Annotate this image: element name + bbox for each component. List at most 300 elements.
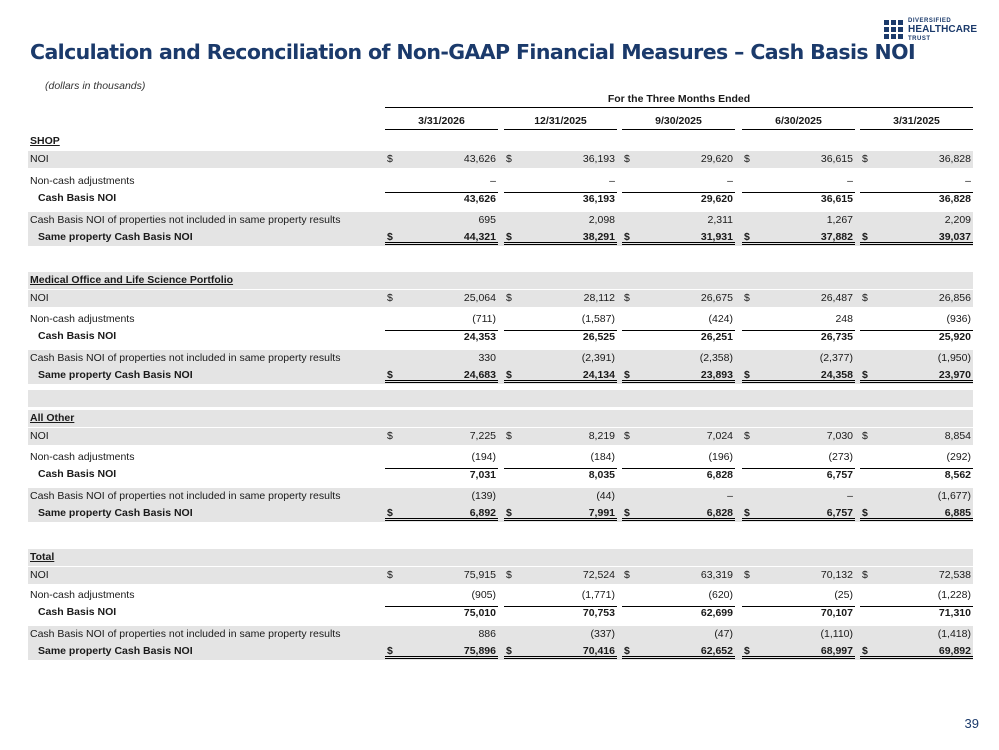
value-cell xyxy=(504,589,617,603)
value-cell xyxy=(504,369,617,383)
value-cell xyxy=(385,292,498,306)
value-cell xyxy=(742,468,855,482)
column-header-rule xyxy=(385,129,498,130)
value-text: 8,562 xyxy=(944,469,971,481)
value-text: 6,757 xyxy=(826,469,853,481)
value-cell xyxy=(385,214,498,228)
value-text: 36,828 xyxy=(938,193,971,205)
value-text: (936) xyxy=(946,313,971,325)
value-text: 2,098 xyxy=(588,214,615,226)
currency-symbol: $ xyxy=(387,645,393,657)
period-header-rule xyxy=(385,107,973,108)
value-text: 26,675 xyxy=(700,292,733,304)
value-cell xyxy=(622,628,735,642)
column-header-rule xyxy=(742,129,855,130)
value-cell xyxy=(385,430,498,444)
value-cell xyxy=(504,214,617,228)
value-cell xyxy=(385,313,498,327)
column-header-rule xyxy=(504,129,617,130)
row-label: Non-cash adjustments xyxy=(30,175,135,187)
value-text: – xyxy=(490,175,496,187)
value-cell xyxy=(860,468,973,482)
value-cell xyxy=(504,330,617,344)
row-label: Cash Basis NOI xyxy=(38,330,117,342)
value-cell xyxy=(622,451,735,465)
value-cell xyxy=(385,352,498,366)
row-label: Non-cash adjustments xyxy=(30,589,135,601)
column-header: 6/30/2025 xyxy=(775,115,822,127)
value-text: 6,828 xyxy=(706,469,733,481)
value-text: 6,885 xyxy=(944,507,971,519)
value-text: 36,193 xyxy=(582,193,615,205)
page-title: Calculation and Reconciliation of Non-GAAP Financial Measures – Cash Basis NOI xyxy=(30,40,915,64)
currency-symbol: $ xyxy=(862,507,868,519)
value-cell xyxy=(742,153,855,167)
value-cell xyxy=(622,313,735,327)
value-cell xyxy=(860,175,973,189)
table-row xyxy=(28,311,973,328)
currency-symbol: $ xyxy=(387,507,393,519)
column-header: 9/30/2025 xyxy=(655,115,702,127)
value-cell xyxy=(742,292,855,306)
table-row xyxy=(28,626,973,643)
currency-symbol: $ xyxy=(506,507,512,519)
table-row xyxy=(28,173,973,190)
value-text: 1,267 xyxy=(826,214,853,226)
currency-symbol: $ xyxy=(624,369,630,381)
value-text: (1,418) xyxy=(937,628,971,640)
value-cell xyxy=(504,628,617,642)
value-text: (47) xyxy=(714,628,733,640)
value-cell xyxy=(504,313,617,327)
row-label: NOI xyxy=(30,430,49,442)
value-text: – xyxy=(847,175,853,187)
value-text: – xyxy=(847,490,853,502)
value-text: 43,626 xyxy=(463,153,496,165)
value-cell xyxy=(622,330,735,344)
column-header: 3/31/2026 xyxy=(418,115,465,127)
table-row xyxy=(28,604,973,621)
value-cell xyxy=(385,369,498,383)
value-text: (139) xyxy=(471,490,496,502)
currency-symbol: $ xyxy=(506,153,512,165)
currency-symbol: $ xyxy=(624,507,630,519)
column-header: 3/31/2025 xyxy=(893,115,940,127)
currency-symbol: $ xyxy=(506,430,512,442)
currency-symbol: $ xyxy=(862,292,868,304)
value-cell xyxy=(385,628,498,642)
value-cell xyxy=(504,606,617,620)
value-cell xyxy=(742,175,855,189)
value-cell xyxy=(385,569,498,583)
section-title: Total xyxy=(30,551,55,563)
table-row xyxy=(28,151,973,168)
value-cell xyxy=(622,645,735,659)
value-cell xyxy=(742,490,855,504)
value-cell xyxy=(504,175,617,189)
currency-symbol: $ xyxy=(862,369,868,381)
value-text: 43,626 xyxy=(463,193,496,205)
value-text: 25,920 xyxy=(938,331,971,343)
currency-symbol: $ xyxy=(744,153,750,165)
value-cell xyxy=(742,330,855,344)
currency-symbol: $ xyxy=(862,645,868,657)
table-row xyxy=(28,466,973,483)
page-subtitle: (dollars in thousands) xyxy=(45,80,146,92)
value-text: 26,487 xyxy=(820,292,853,304)
value-cell xyxy=(860,313,973,327)
value-cell xyxy=(385,451,498,465)
currency-symbol: $ xyxy=(387,430,393,442)
value-text: 2,209 xyxy=(944,214,971,226)
row-label: Same property Cash Basis NOI xyxy=(38,507,193,519)
currency-symbol: $ xyxy=(387,569,393,581)
table-row xyxy=(28,567,973,584)
currency-symbol: $ xyxy=(744,645,750,657)
value-text: 7,991 xyxy=(588,507,615,519)
value-cell xyxy=(504,645,617,659)
row-label: Cash Basis NOI of properties not included in same property results xyxy=(30,352,341,364)
value-text: (1,228) xyxy=(937,589,971,601)
value-cell xyxy=(385,645,498,659)
section-header-row xyxy=(28,272,973,289)
row-label: Cash Basis NOI of properties not included in same property results xyxy=(30,490,341,502)
value-text: 23,970 xyxy=(938,369,971,381)
spacer-row xyxy=(28,390,973,407)
currency-symbol: $ xyxy=(862,231,868,243)
value-text: 68,997 xyxy=(820,645,853,657)
row-label: Cash Basis NOI of properties not included in same property results xyxy=(30,214,341,226)
value-text: (1,110) xyxy=(820,628,853,640)
row-label: NOI xyxy=(30,153,49,165)
value-text: 29,620 xyxy=(700,193,733,205)
value-text: 7,225 xyxy=(469,430,496,442)
period-header: For the Three Months Ended xyxy=(607,93,751,105)
table-row xyxy=(28,505,973,522)
table-row xyxy=(28,449,973,466)
value-text: 248 xyxy=(835,313,853,325)
value-text: 36,828 xyxy=(938,153,971,165)
currency-symbol: $ xyxy=(744,369,750,381)
value-cell xyxy=(385,330,498,344)
value-text: (25) xyxy=(834,589,853,601)
value-text: (273) xyxy=(828,451,853,463)
table-row xyxy=(28,328,973,345)
value-text: 6,828 xyxy=(706,507,733,519)
value-cell xyxy=(622,352,735,366)
company-logo xyxy=(884,18,984,46)
table-row xyxy=(28,212,973,229)
value-cell xyxy=(622,214,735,228)
value-text: (2,377) xyxy=(819,352,853,364)
value-text: (711) xyxy=(472,313,496,325)
value-cell xyxy=(504,468,617,482)
section-header-row xyxy=(28,133,973,150)
column-header-rule xyxy=(860,129,973,130)
section-header-row xyxy=(28,410,973,427)
currency-symbol: $ xyxy=(624,292,630,304)
table-row xyxy=(28,367,973,384)
value-text: 26,856 xyxy=(938,292,971,304)
currency-symbol: $ xyxy=(744,292,750,304)
value-text: 24,134 xyxy=(582,369,615,381)
value-text: (905) xyxy=(471,589,496,601)
currency-symbol: $ xyxy=(506,569,512,581)
value-cell xyxy=(504,153,617,167)
value-text: 37,882 xyxy=(820,231,853,243)
table-row xyxy=(28,488,973,505)
value-text: 72,538 xyxy=(938,569,971,581)
value-text: 63,319 xyxy=(700,569,733,581)
value-text: 28,112 xyxy=(583,292,615,304)
row-label: Non-cash adjustments xyxy=(30,451,135,463)
column-header: 12/31/2025 xyxy=(534,115,587,127)
value-text: 29,620 xyxy=(700,153,733,165)
value-text: 36,193 xyxy=(582,153,615,165)
currency-symbol: $ xyxy=(506,292,512,304)
value-cell xyxy=(622,569,735,583)
value-text: 8,854 xyxy=(944,430,971,442)
value-text: 71,310 xyxy=(938,607,971,619)
value-cell xyxy=(860,606,973,620)
value-text: 39,037 xyxy=(938,231,971,243)
value-cell xyxy=(860,192,973,206)
value-cell xyxy=(622,192,735,206)
value-cell xyxy=(742,606,855,620)
page-number: 39 xyxy=(964,716,979,731)
currency-symbol: $ xyxy=(744,430,750,442)
value-text: 72,524 xyxy=(582,569,615,581)
currency-symbol: $ xyxy=(862,153,868,165)
value-text: 24,683 xyxy=(463,369,496,381)
value-text: (1,587) xyxy=(581,313,615,325)
value-cell xyxy=(860,589,973,603)
value-text: 7,024 xyxy=(706,430,733,442)
value-text: 26,735 xyxy=(820,331,853,343)
value-cell xyxy=(860,231,973,245)
value-cell xyxy=(385,468,498,482)
logo-text-line1: DIVERSIFIED xyxy=(908,18,952,24)
value-cell xyxy=(385,490,498,504)
logo-text-line3: TRUST xyxy=(908,36,931,42)
row-label: Cash Basis NOI xyxy=(38,606,117,618)
table-row xyxy=(28,190,973,207)
value-cell xyxy=(742,369,855,383)
value-cell xyxy=(504,192,617,206)
value-text: (2,358) xyxy=(699,352,733,364)
value-text: (1,677) xyxy=(937,490,971,502)
value-text: – xyxy=(609,175,615,187)
value-cell xyxy=(860,214,973,228)
value-text: – xyxy=(727,490,733,502)
table-row xyxy=(28,587,973,604)
value-cell xyxy=(860,430,973,444)
currency-symbol: $ xyxy=(387,231,393,243)
value-cell xyxy=(622,153,735,167)
currency-symbol: $ xyxy=(744,231,750,243)
value-cell xyxy=(622,490,735,504)
value-text: 62,652 xyxy=(700,645,733,657)
value-cell xyxy=(622,369,735,383)
table-row xyxy=(28,290,973,307)
value-cell xyxy=(860,451,973,465)
row-label: NOI xyxy=(30,569,49,581)
value-cell xyxy=(504,292,617,306)
value-text: – xyxy=(727,175,733,187)
value-cell xyxy=(385,589,498,603)
value-text: 26,525 xyxy=(582,331,615,343)
value-cell xyxy=(385,175,498,189)
value-text: 6,892 xyxy=(469,507,496,519)
value-text: 330 xyxy=(478,352,496,364)
value-cell xyxy=(622,468,735,482)
table-row xyxy=(28,428,973,445)
value-text: (2,391) xyxy=(581,352,615,364)
value-text: 70,107 xyxy=(820,607,853,619)
value-text: (337) xyxy=(590,628,615,640)
value-text: 75,915 xyxy=(463,569,496,581)
currency-symbol: $ xyxy=(624,430,630,442)
currency-symbol: $ xyxy=(624,569,630,581)
value-text: – xyxy=(965,175,971,187)
value-cell xyxy=(742,451,855,465)
value-cell xyxy=(622,507,735,521)
value-cell xyxy=(860,507,973,521)
value-text: (1,950) xyxy=(937,352,971,364)
section-title: All Other xyxy=(30,412,75,424)
currency-symbol: $ xyxy=(744,569,750,581)
currency-symbol: $ xyxy=(506,645,512,657)
value-text: 23,893 xyxy=(700,369,733,381)
value-cell xyxy=(742,569,855,583)
table-row xyxy=(28,643,973,660)
value-cell xyxy=(622,175,735,189)
currency-symbol: $ xyxy=(624,645,630,657)
value-text: 36,615 xyxy=(820,153,853,165)
value-cell xyxy=(742,430,855,444)
value-text: 70,753 xyxy=(582,607,615,619)
value-cell xyxy=(504,569,617,583)
value-cell xyxy=(622,231,735,245)
value-cell xyxy=(860,352,973,366)
value-text: 75,010 xyxy=(463,607,496,619)
currency-symbol: $ xyxy=(624,231,630,243)
section-title: Medical Office and Life Science Portfolio xyxy=(30,274,234,286)
value-text: 8,035 xyxy=(588,469,615,481)
value-cell xyxy=(742,192,855,206)
value-text: 44,321 xyxy=(463,231,496,243)
value-text: 70,416 xyxy=(582,645,615,657)
value-text: 26,251 xyxy=(700,331,733,343)
value-text: (620) xyxy=(708,589,733,601)
value-text: (184) xyxy=(590,451,615,463)
row-label: Non-cash adjustments xyxy=(30,313,135,325)
value-text: 6,757 xyxy=(826,507,853,519)
logo-grid-icon xyxy=(884,20,904,42)
value-cell xyxy=(742,589,855,603)
value-cell xyxy=(742,645,855,659)
value-text: (44) xyxy=(596,490,615,502)
currency-symbol: $ xyxy=(506,369,512,381)
value-text: 24,358 xyxy=(820,369,853,381)
value-text: (194) xyxy=(471,451,496,463)
value-text: 31,931 xyxy=(700,231,733,243)
row-label: Cash Basis NOI xyxy=(38,468,117,480)
value-text: 8,219 xyxy=(588,430,615,442)
value-cell xyxy=(385,153,498,167)
value-cell xyxy=(385,192,498,206)
value-text: (196) xyxy=(708,451,733,463)
value-text: (292) xyxy=(946,451,971,463)
value-cell xyxy=(860,369,973,383)
value-cell xyxy=(860,153,973,167)
value-cell xyxy=(742,214,855,228)
value-text: 69,892 xyxy=(938,645,971,657)
value-cell xyxy=(622,292,735,306)
value-text: (1,771) xyxy=(581,589,615,601)
logo-text-line2: HEALTHCARE xyxy=(908,24,978,35)
value-text: 70,132 xyxy=(820,569,853,581)
row-label: Cash Basis NOI xyxy=(38,192,117,204)
value-text: 38,291 xyxy=(582,231,615,243)
currency-symbol: $ xyxy=(744,507,750,519)
value-text: 62,699 xyxy=(700,607,733,619)
section-header-row xyxy=(28,549,973,566)
value-cell xyxy=(742,628,855,642)
value-cell xyxy=(385,231,498,245)
value-cell xyxy=(504,490,617,504)
value-text: 75,896 xyxy=(463,645,496,657)
value-cell xyxy=(385,606,498,620)
row-label: Same property Cash Basis NOI xyxy=(38,645,193,657)
value-cell xyxy=(622,430,735,444)
value-text: 7,031 xyxy=(469,469,496,481)
value-text: 24,353 xyxy=(463,331,496,343)
value-cell xyxy=(504,451,617,465)
value-cell xyxy=(622,606,735,620)
currency-symbol: $ xyxy=(624,153,630,165)
currency-symbol: $ xyxy=(506,231,512,243)
value-text: 25,064 xyxy=(463,292,496,304)
value-cell xyxy=(860,490,973,504)
value-text: 695 xyxy=(478,214,496,226)
value-cell xyxy=(742,313,855,327)
row-label: NOI xyxy=(30,292,49,304)
value-cell xyxy=(860,330,973,344)
value-cell xyxy=(622,589,735,603)
row-label: Same property Cash Basis NOI xyxy=(38,369,193,381)
value-cell xyxy=(742,231,855,245)
value-cell xyxy=(860,292,973,306)
value-cell xyxy=(860,569,973,583)
value-cell xyxy=(385,507,498,521)
value-text: 2,311 xyxy=(707,214,733,226)
value-cell xyxy=(504,352,617,366)
table-row xyxy=(28,229,973,246)
value-cell xyxy=(504,231,617,245)
value-cell xyxy=(742,507,855,521)
row-label: Cash Basis NOI of properties not included in same property results xyxy=(30,628,341,640)
value-cell xyxy=(504,430,617,444)
table-row xyxy=(28,350,973,367)
section-title: SHOP xyxy=(30,135,60,147)
value-cell xyxy=(860,628,973,642)
currency-symbol: $ xyxy=(387,369,393,381)
row-label: Same property Cash Basis NOI xyxy=(38,231,193,243)
value-cell xyxy=(742,352,855,366)
value-text: 36,615 xyxy=(820,193,853,205)
value-cell xyxy=(860,645,973,659)
